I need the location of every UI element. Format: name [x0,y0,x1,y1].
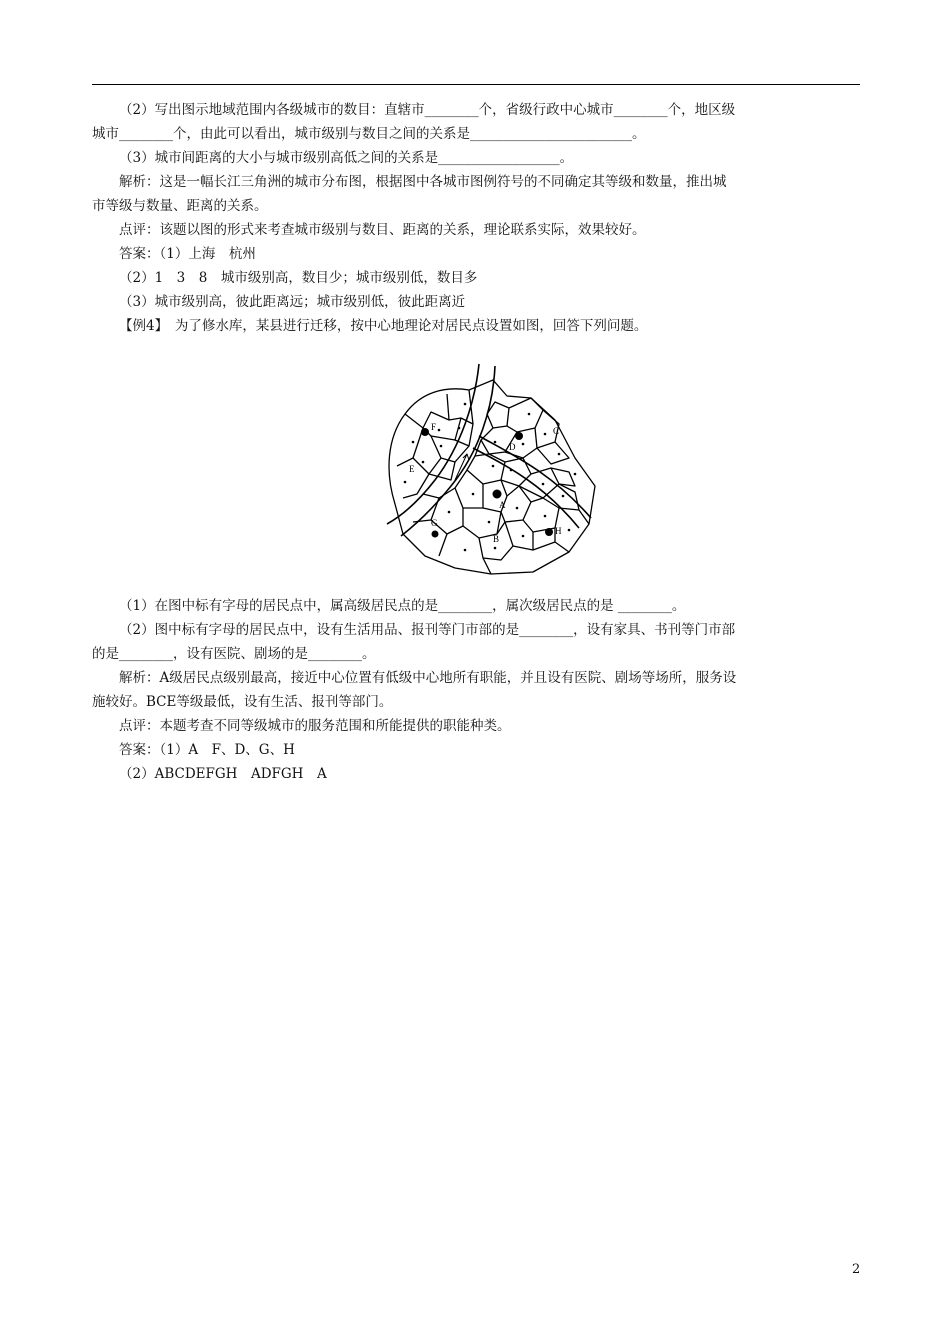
label-f: F [431,422,437,432]
text-line: 城市________个，由此可以看出，城市级别与数目之间的关系是________________________。 [92,126,646,142]
example-heading: 【例4】 为了修水库，某县进行迁移，按中心地理论对居民点设置如图，回答下列问题。 [119,318,648,334]
label-g: G [431,518,438,528]
question-line: （1）在图中标有字母的居民点中，属高级居民点的是________，属次级居民点的是 ________。 [119,598,686,614]
comment-text: 点评：本题考查不同等级城市的服务范围和所能提供的职能种类。 [119,718,511,734]
document-body [92,98,860,338]
answer-text: （2）1 3 8 城市级别高，数目少；城市级别低，数目多 [119,270,478,286]
comment-text: 点评：该题以图的形式来考查城市级别与数目、距离的关系，理论联系实际，效果较好。 [119,222,646,238]
label-c: C [553,426,560,436]
header-rule [92,84,860,85]
page-number: 2 [852,1262,861,1277]
text-line: （3）城市间距离的大小与城市级别高低之间的关系是__________________。 [119,150,574,166]
analysis-text: 施较好。BCE等级最低，设有生活、报刊等部门。 [92,694,393,710]
analysis-text: 解析：A级居民点级别最高，接近中心位置有低级中心地所有职能，并且设有医院、剧场等场所，服务设 [119,670,737,686]
analysis-text: 市等级与数量、距离的关系。 [92,198,268,214]
central-place-map [383,362,605,578]
label-e: E [409,464,415,474]
answer-text: （3）城市级别高，彼此距离远；城市级别低，彼此距离近 [119,294,466,310]
answer-text: 答案：（1）上海 杭州 [119,246,256,262]
question-line: 的是________，设有医院、剧场的是________。 [92,646,376,662]
label-a: A [499,500,506,510]
question-line: （2）图中标有字母的居民点中，设有生活用品、报刊等门市部的是________，设有家具、书刊等门市部 [119,622,736,638]
label-h: H [555,526,562,536]
answer-text: 答案：（1）A F、D、G、H [119,742,295,758]
text-line: （2）写出图示地域范围内各级城市的数目：直辖市________个，省级行政中心城市________个，地区级 [119,102,736,118]
document-body-lower [92,594,860,786]
label-b: B [493,534,500,544]
label-d: D [509,442,516,452]
answer-text: （2）ABCDEFGH ADFGH A [119,766,327,782]
analysis-text: 解析：这是一幅长江三角洲的城市分布图，根据图中各城市图例符号的不同确定其等级和数量，推出城 [119,174,727,190]
